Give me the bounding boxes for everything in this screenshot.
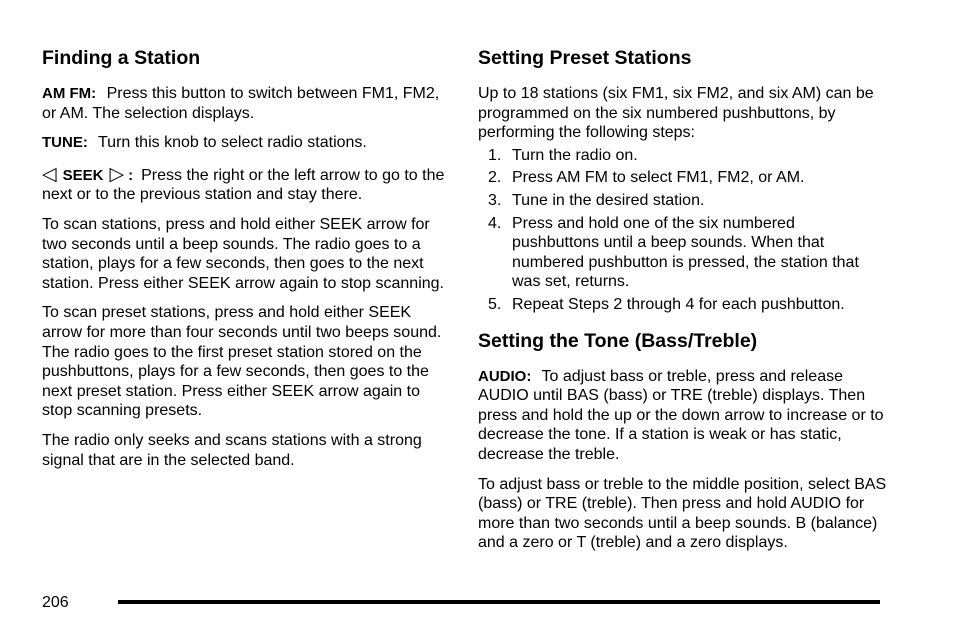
paragraph-audio (478, 367, 888, 465)
paragraph-preset-intro: Up to 18 stations (six FM1, six FM2, and six AM) can be programmed on the six numbered pushbuttons, by performing the following steps: (478, 85, 874, 142)
left-column (42, 46, 452, 480)
page-number: 206 (42, 594, 69, 611)
paragraph-scan-stations: To scan stations, press and hold either SEEK arrow for two seconds until a beep sounds. The radio goes to a station, plays for a few seconds, then goes to the next station. Press either SEEK arrow again to stop scanning. (42, 215, 444, 292)
text-seek: Press the right or the left arrow to go to the next or to the previous station and stay there. (42, 166, 445, 204)
paragraph-seek-signal: The radio only seeks and scans stations with a strong signal that are in the selected band. (42, 431, 422, 469)
list-item (478, 214, 888, 292)
step-number: 5. (488, 295, 502, 313)
paragraph-middle-position: To adjust bass or treble to the middle position, select BAS (bass) or TRE (treble). Then press and hold AUDIO for more than two seconds until a beep sounds. B (balance) and a zero or T (treble) and a zero displays. (478, 475, 887, 552)
section-heading-setting-preset: Setting Preset Stations (478, 47, 692, 69)
step-text: Repeat Steps 2 through 4 for each pushbutton. (512, 295, 845, 313)
list-item (478, 295, 888, 315)
step-number: 3. (488, 191, 502, 209)
seek-right-arrow-icon: ▷ (109, 163, 125, 185)
step-text: Tune in the desired station. (512, 191, 705, 209)
label-audio: AUDIO: (478, 367, 532, 385)
list-item (478, 191, 888, 211)
label-seek: SEEK (62, 166, 104, 184)
paragraph-scan-presets: To scan preset stations, press and hold either SEEK arrow for more than four seconds until two beeps sound. The radio goes to the first preset station stored on the pushbuttons, plays for a few seconds, then goes to the next preset station. Press either SEEK arrow again to stop scanning presets. (42, 304, 442, 420)
text-tune: Turn this knob to select radio stations. (97, 134, 367, 152)
preset-steps-list (478, 146, 888, 315)
step-number: 4. (488, 214, 502, 232)
paragraph-seek (42, 165, 452, 205)
step-number: 1. (488, 146, 502, 164)
list-item (478, 168, 888, 188)
seek-colon: : (128, 166, 134, 184)
right-column (478, 46, 888, 563)
label-am-fm: AM FM: (42, 85, 97, 102)
seek-left-arrow-icon: ◁ (42, 163, 57, 185)
paragraph-tune (42, 133, 452, 153)
footer-rule (118, 600, 880, 604)
section-heading-setting-tone: Setting the Tone (Bass/Treble) (478, 329, 758, 352)
text-am-fm: Press this button to switch between FM1, FM2, or AM. The selection displays. (42, 85, 440, 122)
section-heading-finding-station: Finding a Station (42, 47, 201, 69)
step-text: Turn the radio on. (512, 146, 638, 164)
paragraph-am-fm (42, 84, 452, 123)
step-text: Press AM FM to select FM1, FM2, or AM. (512, 169, 805, 187)
label-tune: TUNE: (42, 134, 88, 152)
list-item (478, 146, 888, 166)
step-number: 2. (488, 169, 502, 187)
step-text: Press and hold one of the six numbered pushbuttons until a beep sounds. When that numbered pushbutton is pressed, the station that was set, returns. (512, 214, 859, 291)
text-audio: To adjust bass or treble, press and release AUDIO until BAS (bass) or TRE (treble) displays. Then press and hold the up or the down arrow to increase or to decrease the tone. If a station is weak or has static, decrease the treble. (478, 367, 884, 463)
